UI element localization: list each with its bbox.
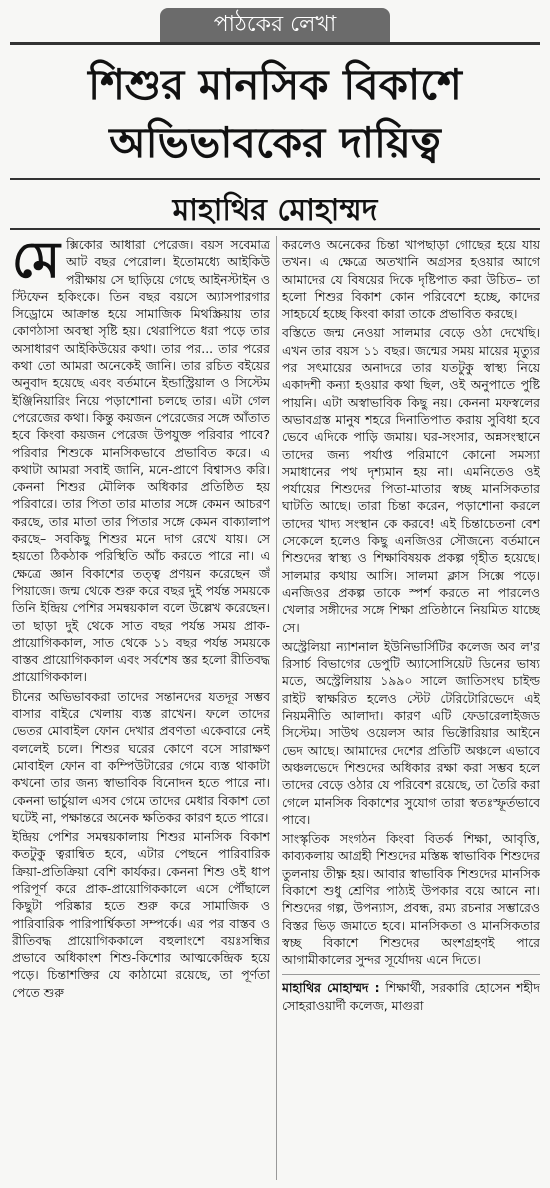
credit-text: শিক্ষার্থী, সরকারি হোসেন শহীদ সোহরাওয়ার্দী কলেজ, মাগুরা	[282, 980, 540, 1013]
paragraph: সাংস্কৃতিক সংগঠন কিংবা বিতর্ক শিক্ষা, আবৃত্তি, কাব্যকলায় আগ্রহী শিশুদের মস্তিষ্ক স্বাভাবিক শিশুদের তুলনায় তীক্ষ্ণ হয়। আবার স্বাভাবিক শিশুদের মানসিক বিকাশে শুধু শ্রেণির পাঠ্যই উপকার বয়ে আনে না। শিশুদের গল্প, উপন্যাস, প্রবন্ধ, রম্য রচনার সম্ভারেও বিস্তর ভিড় জমাতে হবে। মানসিকতা ও মানসিকতার স্বচ্ছ বিকাশে শিশুদের অংশগ্রহণই পারে আগামীকালের সুন্দর সূর্যোদয় এনে দিতে।	[282, 831, 540, 968]
byline-rule	[10, 228, 540, 230]
paragraph: করলেও অনেকের চিন্তা খাপছাড়া গোছের হয়ে যায় তখন। এ ক্ষেত্রে অতখানি অগ্রসর হওয়ার আগে আমাদের যে বিষয়ের দিকে দৃষ্টিপাত করা উচিত– তা হলো শিশুর বিকাশ কোন পরিবেশে হচ্ছে, কাদের সাহচর্যে হচ্ছে কিংবা কারা তাকে প্রভাবিত করছে।	[282, 237, 540, 322]
drop-cap: মে	[12, 236, 61, 289]
byline: মাহাথির মোহাম্মদ	[172, 193, 378, 228]
column-divider	[276, 236, 277, 1180]
paragraph: ইন্দ্রিয় পেশির সমন্বয়কালায় শিশুর মানসিক বিকাশ কতটুকু ত্বরান্বিত হবে, এটার পেছনে পারিবারিক ক্রিয়া-প্রতিক্রিয়া বেশি কার্যকর। কেননা শিশু ওই ধাপ পরিপূর্ণ করে প্রাক-প্রায়োগিককালে এসে পৌঁছালে কিছুটা পরিষ্কার হতে শুরু করে সামাজিক ও পারিবারিক পারিপার্শ্বিকতা সম্পর্কে। এর পর বাস্তব ও রীতিবদ্ধ প্রায়োগিককালে বহুলাংশে বয়ঃসন্ধির প্রভাবে অধিকাংশ শিশু-কিশোর আত্মকেন্দ্রিক হয়ে পড়ে। চিন্তাশক্তির যে কাঠামো রয়েছে, তা পূর্ণতা পেতে শুরু	[12, 829, 270, 1000]
paragraph	[12, 236, 270, 686]
right-column	[282, 236, 540, 1180]
headline	[20, 56, 530, 172]
headline-rule	[10, 178, 540, 180]
headline-line-2: অভিভাবকের দায়িত্ব	[109, 118, 441, 167]
paragraph: বস্তিতে জন্ম নেওয়া সালমার বেড়ে ওঠা দেখেছি। এখন তার বয়স ১১ বছর। জন্মের সময় মায়ের মৃত্যুর পর সৎমায়ের অনাদরে তার যতটুকু স্বাস্থ্য নিয়ে একাদশী কন্যা হওয়ার কথা ছিল, ওই অনুপাতে পুষ্টি পায়নি। এটা অস্বাভাবিক কিছু নয়। কেননা মফস্বলের অভাবগ্রস্ত মানুষ শহরে দিনাতিপাত করায় সুবিধা হবে ভেবে এদিকে পাড়ি জমায়। ঘর-সংসার, অন্নসংস্থানে তাদের জন্য পর্যাপ্ত পরিমাণে কোনো সমস্যা সমাধানের পথ দৃশ্যমান হয় না। এমনিতেও ওই পর্যায়ের শিশুদের পিতা-মাতার স্বচ্ছ মানসিকতার ঘাটতি আছে। তারা চিন্তা করেন, পড়াশোনা করলে তাদের খাদ্য সংস্থান কে করবে! এই চিন্তাচেতনা বেশ সেকেলে হলেও কিছু এনজিওর সৌজন্যে বর্তমানে শিশুদের স্বাস্থ্য ও শিক্ষাবিষয়ক প্রকল্প গৃহীত হয়েছে। সালমার কথায় আসি। সালমা ক্লাস সিক্সে পড়ে। এনজিওর প্রকল্প তাকে স্পর্শ করতে না পারলেও খেলার সঙ্গীদের সঙ্গে শিক্ষা প্রতিষ্ঠানে নিয়মিত যাচ্ছে সে।	[282, 325, 540, 635]
section-label: পাঠকের লেখা	[160, 8, 390, 42]
top-rule	[10, 42, 540, 45]
credit-name: মাহাথির মোহাম্মদ :	[282, 980, 380, 996]
headline-line-1: শিশুর মানসিক বিকাশে	[88, 60, 462, 109]
article-body	[12, 236, 540, 1180]
paragraph: অস্ট্রেলিয়া ন্যাশনাল ইউনিভার্সিটির কলেজ অব ল'র রিসার্চ বিভাগের ডেপুটি অ্যাসোসিয়েট ডিনের ভাষ্য মতে, অস্ট্রেলিয়ায় ১৯৯০ সালে জাতিসংঘ চাইল্ড রাইট স্বাক্ষরিত হলেও স্টেট টেরিটোরিভেদে এই নিয়মনীতি আলাদা। কারণ এটি ফেডারেলাইজড সিস্টেম। সাউথ ওয়েলস আর ভিক্টোরিয়ার আইনে ভেদ আছে। আমাদের দেশের প্রতিটি অঞ্চলে এভাবে অঞ্চলভেদে শিশুদের অধিকার রক্ষা করা সম্ভব হলে তাদের বেড়ে ওঠার যে পরিবেশ রয়েছে, তা তৈরি করা গেলে মানসিক বিকাশের সুযোগ তারা স্বতঃস্ফূর্তভাবে পাবে।	[282, 638, 540, 827]
paragraph-text: ক্সিকোর আধারা পেরেজ। বয়স সবেমাত্র আট বছর পেরোল। ইতোমধ্যে আইকিউ পরীক্ষায় সে ছাড়িয়ে গেছে আইনস্টাইন ও স্টিফেন হকিংকে। তিন বছর বয়সে অ্যাসপারগার সিড্রোমে আক্রান্ত হয়ে সামাজিক মিথস্ক্রিয়ায় তার কোণঠাসা অবস্থা সৃষ্টি হয়। থেরাপিতে ধরা পড়ে তার অসাধারণ আইকিউয়ের কথা। তার পর... তার পরের কথা তো আমরা অনেকেই জানি। তার রচিত বইয়ের অনুবাদ হয়েছে এবং বর্তমানে ইন্ডাস্ট্রিয়াল ও সিস্টেম ইঞ্জিনিয়ারিং নিয়ে পড়াশোনা চলছে তার। এটা গেল পেরেজের কথা। কিন্তু কয়জন পেরেজের সঙ্গে আঁতাত হবে কিংবা কয়জন পেরেজ উপযুক্ত পরিবার পাবে? পরিবার শিশুকে মানসিকভাবে প্রভাবিত করে। এ কথাটা আমরা সবাই জানি, মনে-প্রাণে বিশ্বাসও করি। কেননা শিশুর মৌলিক অধিকার প্রতিষ্ঠিত হয় পরিবারে। তার পিতা তার মাতার সঙ্গে কেমন আচরণ করছে, তার মাতা তার পিতার সঙ্গে কেমন বাক্যালাপ করছে– সবকিছু শিশুর মনে দাগ রেখে যায়। সে হয়তো ঠিকঠাক পরিস্থিতি আঁচ করতে পারে না। এ ক্ষেত্রে জ্ঞান বিকাশের তত্ত্ব প্রণয়ন করেছেন জঁ পিয়াজে। জন্ম থেকে শুরু করে বছর দুই পর্যন্ত সময়কে তিনি ইন্দ্রিয় পেশির সমন্বয়কাল বলে উল্লেখ করেছেন। তা ছাড়া দুই থেকে সাত বছর পর্যন্ত সময় প্রাক-প্রায়োগিককাল, সাত থেকে ১১ বছর পর্যন্ত সময়কে বাস্তব প্রায়োগিককাল এবং সর্বশেষ স্তর হলো রীতিবদ্ধ প্রায়োগিককাল।	[12, 237, 270, 685]
paragraph: চীনের অভিভাবকরা তাদের সন্তানদের যতদূর সম্ভব বাসার বাইরে খেলায় ব্যস্ত রাখেন। ফলে তাদের ভেতর মোবাইল ফোন দেখার প্রবণতা একেবারে নেই বললেই চলে। শিশুর ঘরের কোণে বসে সারাক্ষণ মোবাইল ফোন বা কম্পিউটারের গেমে ব্যস্ত থাকাটা কখনো তার জন্য স্বাভাবিক বিনোদন হতে পারে না। কেননা ভার্চুয়াল এসব গেমে তাদের মেধার বিকাশ তো ঘটেই না, পক্ষান্তরে অনেক ক্ষতিকর কারণ হতে পারে।	[12, 688, 270, 825]
left-column	[12, 236, 270, 1180]
author-credit	[282, 974, 540, 1014]
